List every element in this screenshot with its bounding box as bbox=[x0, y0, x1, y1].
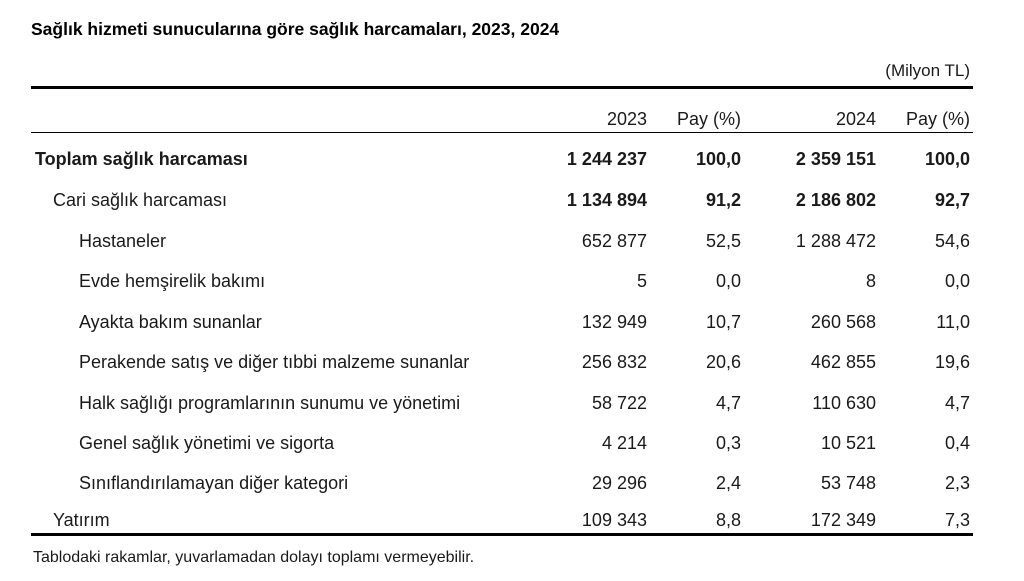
share-2023: 0,0 bbox=[715, 271, 741, 291]
table-row bbox=[0, 352, 1024, 382]
column-header-share-2023: Pay (%) bbox=[676, 109, 741, 129]
table-row-total bbox=[0, 149, 1024, 179]
share-2024: 54,6 bbox=[934, 231, 970, 251]
value-2023: 58 722 bbox=[591, 393, 647, 413]
footnote: Tablodaki rakamlar, yuvarlamadan dolayı toplamı vermeyebilir. bbox=[33, 549, 475, 566]
share-2023: 91,2 bbox=[705, 190, 741, 210]
row-label: Cari sağlık harcaması bbox=[53, 190, 228, 210]
column-header-2023: 2023 bbox=[606, 109, 647, 129]
value-2024: 1 288 472 bbox=[795, 231, 876, 251]
share-2024: 7,3 bbox=[944, 510, 970, 530]
value-2024: 2 359 151 bbox=[795, 149, 876, 169]
value-2023: 256 832 bbox=[581, 352, 647, 372]
share-2024: 0,4 bbox=[944, 433, 970, 453]
value-2024: 110 630 bbox=[812, 393, 876, 413]
value-2024: 8 bbox=[865, 271, 876, 291]
share-2024: 100,0 bbox=[924, 149, 970, 169]
table-row-current bbox=[0, 190, 1024, 220]
value-2024: 53 748 bbox=[820, 473, 876, 493]
row-label: Yatırım bbox=[53, 510, 110, 530]
column-header-2024: 2024 bbox=[835, 109, 876, 129]
share-2024: 11,0 bbox=[936, 312, 970, 332]
table-title: Sağlık hizmeti sunucularına göre sağlık harcamaları, 2023, 2024 bbox=[31, 19, 560, 39]
share-2023: 8,8 bbox=[715, 510, 741, 530]
share-2023: 52,5 bbox=[705, 231, 741, 251]
top-rule bbox=[31, 86, 973, 89]
header-rule bbox=[31, 132, 973, 133]
value-2024: 10 521 bbox=[820, 433, 876, 453]
row-label: Ayakta bakım sunanlar bbox=[79, 312, 262, 332]
value-2023: 5 bbox=[636, 271, 647, 291]
row-label: Hastaneler bbox=[79, 231, 167, 251]
share-2023: 2,4 bbox=[715, 473, 741, 493]
value-2024: 260 568 bbox=[810, 312, 876, 332]
share-2023: 20,6 bbox=[705, 352, 741, 372]
unit-label: (Milyon TL) bbox=[885, 61, 970, 80]
row-label: Halk sağlığı programlarının sunumu ve yönetimi bbox=[79, 393, 461, 413]
value-2023: 132 949 bbox=[581, 312, 647, 332]
value-2024: 172 349 bbox=[810, 510, 876, 530]
table-row bbox=[0, 231, 1024, 261]
share-2023: 10,7 bbox=[705, 312, 741, 332]
share-2023: 4,7 bbox=[715, 393, 741, 413]
bottom-rule bbox=[31, 533, 973, 536]
share-2024: 0,0 bbox=[944, 271, 970, 291]
table-row bbox=[0, 473, 1024, 503]
value-2024: 462 855 bbox=[810, 352, 876, 372]
value-2023: 1 244 237 bbox=[566, 149, 647, 169]
share-2024: 92,7 bbox=[934, 190, 970, 210]
row-label: Evde hemşirelik bakımı bbox=[79, 271, 266, 291]
row-label: Toplam sağlık harcaması bbox=[35, 149, 248, 169]
table-row bbox=[0, 312, 1024, 342]
table-row bbox=[0, 433, 1024, 463]
value-2024: 2 186 802 bbox=[795, 190, 876, 210]
value-2023: 109 343 bbox=[581, 510, 647, 530]
column-header-share-2024: Pay (%) bbox=[905, 109, 970, 129]
share-2024: 4,7 bbox=[944, 393, 970, 413]
share-2023: 100,0 bbox=[695, 149, 741, 169]
share-2024: 2,3 bbox=[944, 473, 970, 493]
row-label: Genel sağlık yönetimi ve sigorta bbox=[79, 433, 335, 453]
value-2023: 29 296 bbox=[591, 473, 647, 493]
value-2023: 4 214 bbox=[601, 433, 647, 453]
share-2024: 19,6 bbox=[934, 352, 970, 372]
table-row bbox=[0, 271, 1024, 301]
share-2023: 0,3 bbox=[715, 433, 741, 453]
row-label: Sınıflandırılamayan diğer kategori bbox=[79, 473, 349, 493]
row-label: Perakende satış ve diğer tıbbi malzeme sunanlar bbox=[79, 352, 470, 372]
value-2023: 1 134 894 bbox=[566, 190, 647, 210]
table-row bbox=[0, 393, 1024, 423]
value-2023: 652 877 bbox=[581, 231, 647, 251]
